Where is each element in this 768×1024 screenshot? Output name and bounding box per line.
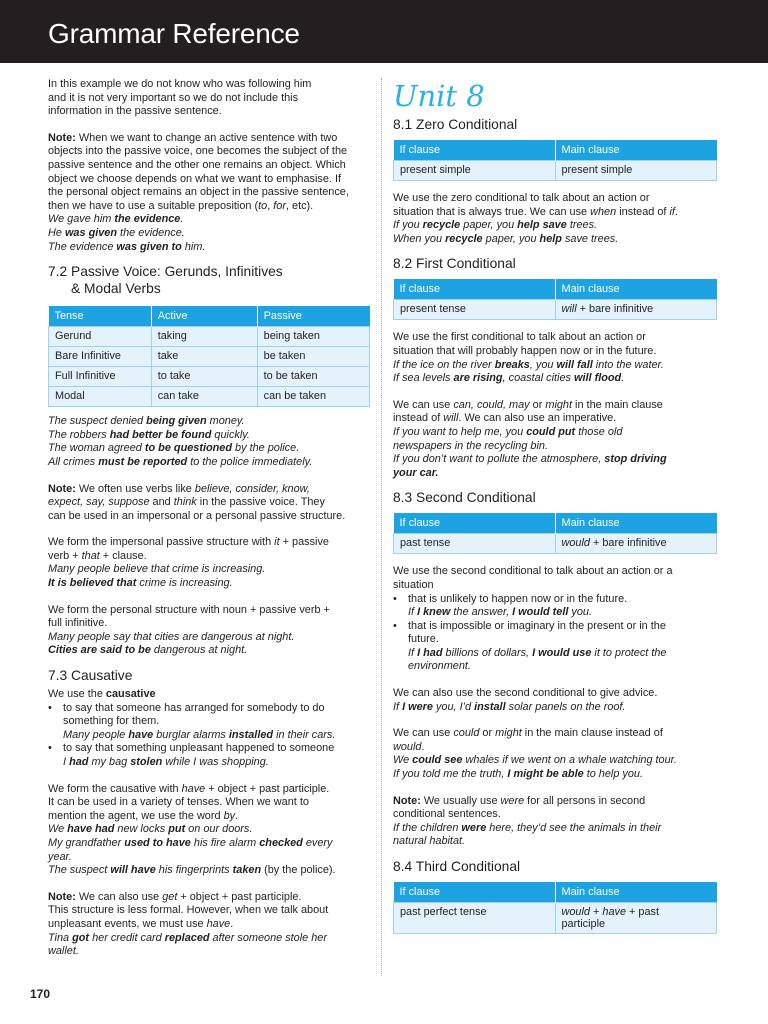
column-divider (381, 78, 382, 976)
table-row: Full Infinitive to take to be taken (49, 367, 370, 387)
passive-gerunds-table (48, 306, 370, 407)
table-header-row: Tense Active Passive (49, 306, 370, 327)
table-row: present simple present simple (394, 161, 717, 181)
table-row: past tense would + bare infinitive (394, 534, 717, 554)
page-header (0, 0, 768, 63)
list-item: • to say that something unpleasant happened to someone I had my bag stolen while I was shopping. (48, 742, 370, 769)
passive-examples: The suspect denied being given money. The robbers had better be found quickly. The woman agreed to be questioned by the police. All crimes must be reported to the police immediately. (48, 415, 313, 468)
personal-passive: We form the personal structure with noun + passive verb + full infinitive. Many people say that cities are dangerous at night. Cities are said to be dangerous at night. (48, 603, 330, 657)
page-number: 170 (30, 987, 51, 1001)
third-conditional-table (393, 882, 717, 934)
note-passive-objects: Note: When we want to change an active sentence with two objects into the passive voice, one becomes the subject of the passive sentence and the other one remains an object. Which object we choose depends on what we want to emphasise. If the personal object remains an object in the passive sentence, then we have to use a suitable preposition (to, for, etc). We gave him the evidence. He was given the evidence. The evidence was given to him. (48, 131, 349, 253)
zero-conditional-text: We use the zero conditional to talk about an action or situation that is always true. We can use when instead of if. If you recycle paper, you help save trees. When you recycle paper, you help save trees. (393, 192, 678, 245)
zero-conditional-table (393, 140, 717, 181)
unit-heading: Unit 8 (393, 79, 485, 113)
intro-paragraph: In this example we do not know who was following him and it is not very important so we do not include this information in the passive sentence. (48, 78, 312, 118)
section-8-3-title: 8.3 Second Conditional (393, 490, 536, 506)
table-header-row: If clause Main clause (394, 140, 717, 161)
table-row: present tense will + bare infinitive (394, 300, 717, 320)
first-conditional-modals: We can use can, could, may or might in the main clause instead of will. We can also use an imperative. If you want to help me, you could put those old newspapers in the recycling bin. If you don’t want to pollute the atmosphere, stop driving your car. (393, 398, 667, 479)
table-row: Bare Infinitive take be taken (49, 347, 370, 367)
note-get-causative: Note: We can also use get + object + past participle. This structure is less formal. However, when we talk about unpleasant events, we must use have. Tina got her credit card replaced after someone stole her wallet. (48, 890, 329, 958)
table-header-row: If clause Main clause (394, 513, 717, 534)
table-row: past perfect tense would + have + past participle (394, 903, 717, 934)
table-row: Modal can take can be taken (49, 387, 370, 407)
first-conditional-table (393, 279, 717, 320)
list-item: • that is impossible or imaginary in the present or in the future. If I had billions of dollars, I would use it to protect the environment. (393, 620, 717, 674)
impersonal-passive: We form the impersonal passive structure with it + passive verb + that + clause. Many people believe that crime is increasing. It is believed that crime is increasing. (48, 536, 329, 590)
second-conditional-uses-list (393, 593, 717, 675)
table-row: Gerund taking being taken (49, 327, 370, 347)
page-title: Grammar Reference (48, 18, 300, 49)
right-column (393, 80, 717, 942)
second-conditional-text: We use the second conditional to talk about an action or a situation (393, 565, 673, 591)
second-conditional-modals: We can use could or might in the main clause instead of would. We could see whales if we went on a whale watching tour. If you told me the truth, I might be able to help you. (393, 727, 677, 781)
second-conditional-table (393, 513, 717, 554)
left-column (48, 78, 370, 959)
second-conditional-advice: We can also use the second conditional to give advice. If I were you, I’d install solar panels on the roof. (393, 687, 658, 713)
note-were: Note: We usually use were for all persons in second conditional sentences. If the children were here, they’d see the animals in their natural habitat. (393, 794, 662, 848)
section-7-2-title: 7.2 Passive Voice: Gerunds, Infinitives & Modal Verbs (48, 264, 283, 297)
section-8-1-title: 8.1 Zero Conditional (393, 117, 518, 132)
first-conditional-text: We use the first conditional to talk about an action or situation that will probably happen now or in the future. If the ice on the river breaks, you will fall into the water. If sea levels are rising, coastal cities will flood. (393, 331, 664, 385)
causative-uses-list (48, 702, 370, 770)
section-7-3-title: 7.3 Causative (48, 668, 133, 684)
table-header-row: If clause Main clause (394, 882, 717, 903)
causative-form: We form the causative with have + object + past participle. It can be used in a variety of tenses. When we want to mention the agent, we use the word by. We have had new locks put on our doors. My grandfather used to have his fire alarm checked every year. The suspect will have his fingerprints taken (by the police). (48, 782, 336, 877)
causative-intro: We use the causative (48, 688, 156, 701)
section-8-2-title: 8.2 First Conditional (393, 256, 516, 272)
table-header-row: If clause Main clause (394, 279, 717, 300)
note-belief-verbs: Note: We often use verbs like believe, consider, know, expect, say, suppose and think in the passive voice. They can be used in an impersonal or a personal passive structure. (48, 482, 346, 522)
list-item: • to say that someone has arranged for somebody to do something for them. Many people have burglar alarms installed in their cars. (48, 702, 370, 743)
section-8-4-title: 8.4 Third Conditional (393, 859, 521, 874)
list-item: • that is unlikely to happen now or in the future. If I knew the answer, I would tell you. (393, 593, 717, 620)
